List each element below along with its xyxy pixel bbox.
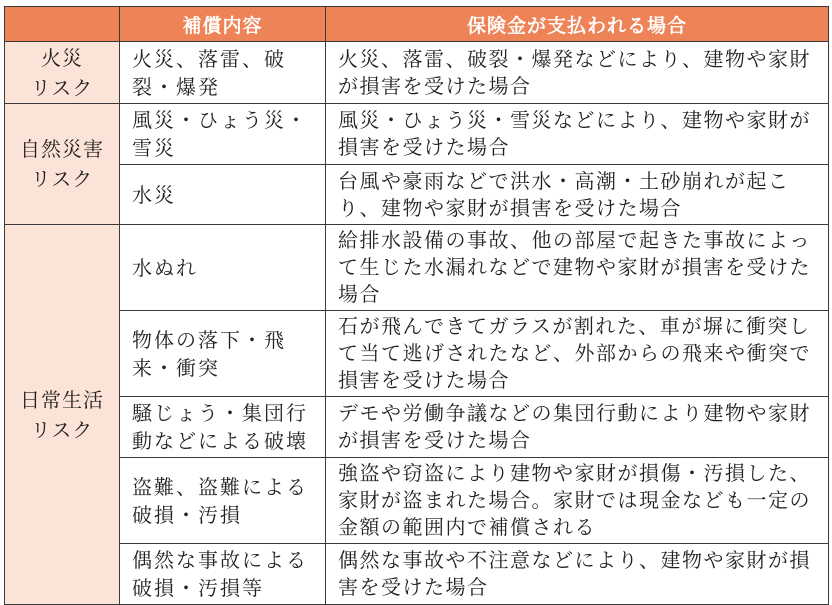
table-body (5, 42, 829, 605)
condition-cell: 風災・ひょう災・雪災などにより、建物や家財が損害を受けた場合 (326, 104, 829, 165)
category-label: 自然災害 リスク (20, 137, 104, 191)
condition-cell: 偶然な事故や不注意などにより、建物や家財が損害を受けた場合 (326, 544, 829, 605)
table-row (5, 225, 829, 311)
condition-cell: 給排水設備の事故、他の部屋で起きた事故によって生じた水漏れなどで建物や家財が損害を受けた場合 (326, 225, 829, 311)
category-fire (5, 42, 120, 104)
table-row (5, 311, 829, 397)
header-corner-cell (5, 7, 120, 42)
condition-cell: 強盗や窃盗により建物や家財が損傷・汚損した、家財が盗まれた場合。家財では現金なども一定の金額の範囲内で補償される (326, 458, 829, 544)
coverage-cell: 物体の落下・飛来・衝突 (120, 311, 326, 397)
category-label: 日常生活 リスク (20, 387, 104, 442)
header-coverage: 補償内容 (120, 7, 326, 42)
coverage-cell: 風災・ひょう災・雪災 (120, 104, 326, 165)
condition-cell: 台風や豪雨などで洪水・高潮・土砂崩れが起こり、建物や家財が損害を受けた場合 (326, 165, 829, 225)
table-row (5, 458, 829, 544)
insurance-coverage-table (4, 6, 829, 605)
table-row (5, 42, 829, 104)
coverage-cell: 水災 (120, 165, 326, 225)
table-row (5, 165, 829, 225)
coverage-cell: 水ぬれ (120, 225, 326, 311)
condition-cell: デモや労働争議などの集団行動により建物や家財が損害を受けた場合 (326, 397, 829, 458)
coverage-cell: 騒じょう・集団行動などによる破壊 (120, 397, 326, 458)
table-header (5, 7, 829, 42)
coverage-cell: 盗難、盗難による破損・汚損 (120, 458, 326, 544)
header-condition: 保険金が支払われる場合 (326, 7, 829, 42)
table-row (5, 397, 829, 458)
category-label: 火災 リスク (30, 45, 94, 100)
coverage-cell: 火災、落雷、破裂・爆発 (120, 42, 326, 104)
coverage-cell: 偶然な事故による破損・汚損等 (120, 544, 326, 605)
condition-cell: 石が飛んできてガラスが割れた、車が塀に衝突して当て逃げされたなど、外部からの飛来や衝突で損害を受けた場合 (326, 311, 829, 397)
condition-cell: 火災、落雷、破裂・爆発などにより、建物や家財が損害を受けた場合 (326, 42, 829, 104)
header-row (5, 7, 829, 42)
table-row (5, 544, 829, 605)
category-daily-life (5, 225, 120, 605)
category-natural-disaster (5, 104, 120, 225)
table-row (5, 104, 829, 165)
